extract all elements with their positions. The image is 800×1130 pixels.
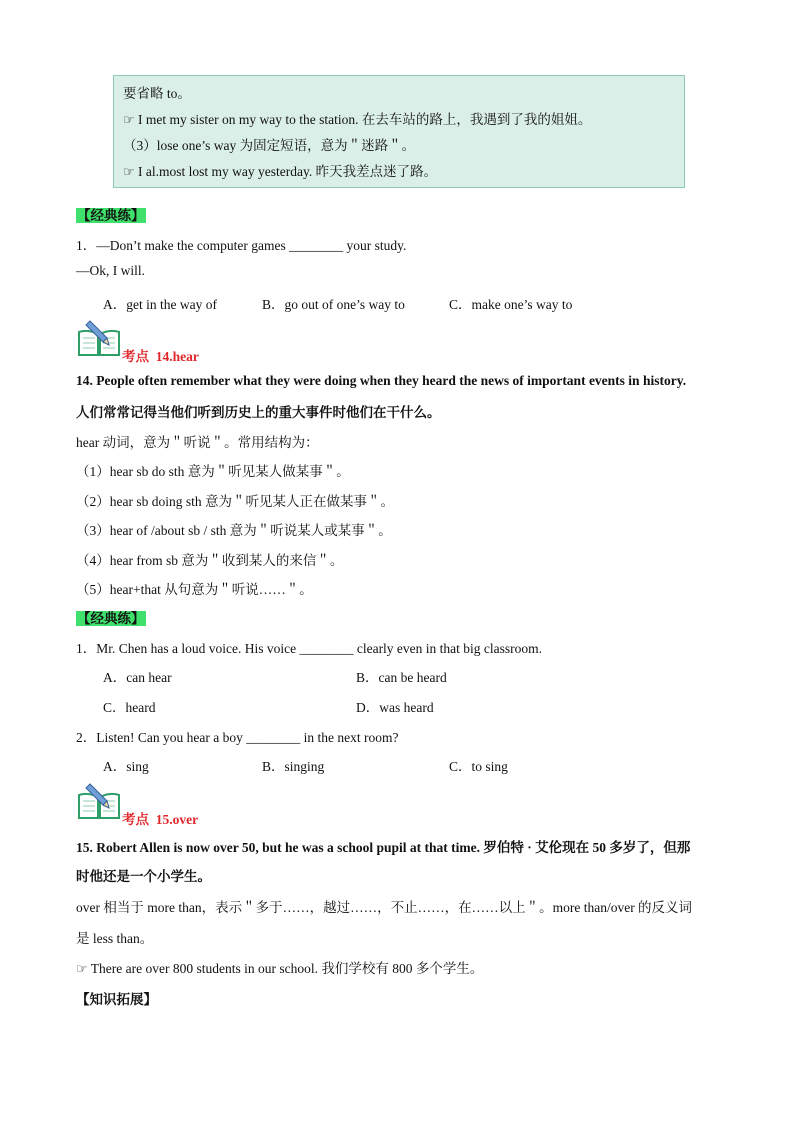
kaodian-prefix: 考点 (122, 349, 149, 364)
practice-2-question-2-stem: 2．Listen! Can you hear a boy ________ in the next room? (76, 730, 399, 745)
pointing-hand-icon: ☞ (123, 165, 135, 180)
question-1-stem: 1．—Don’t make the computer games ________ your study. (76, 238, 407, 253)
book-pencil-icon (76, 318, 122, 358)
kaodian-15-heading (122, 808, 198, 828)
section-15-sentence-line-2: 时他还是一个小学生。 (76, 869, 211, 884)
practice-heading-2 (76, 607, 146, 627)
practice-2-question-2-option-a: A．sing (103, 759, 149, 774)
pointing-hand-icon: ☞ (123, 113, 135, 128)
pointing-hand-icon: ☞ (76, 962, 88, 977)
practice-label: 【经典练】 (77, 611, 145, 626)
section-14-item-2: （2）hear sb doing sth 意为＂听见某人正在做某事＂。 (76, 494, 394, 509)
section-14-intro: hear 动词，意为＂听说＂。常用结构为： (76, 435, 319, 450)
section-15-definition-line-1: over 相当于 more than，表示＂多于……，越过……，不止……，在……以上＂。more than/over 的反义词 (76, 900, 693, 915)
question-1-reply: —Ok, I will. (76, 263, 145, 278)
tip-example-2: I al.most lost my way yesterday. 昨天我差点迷了路。 (138, 164, 438, 179)
tip-line-3: （3）lose one’s way 为固定短语，意为＂迷路＂。 (123, 138, 416, 153)
kaodian-title: 15.over (155, 812, 199, 827)
section-15-sentence-line-1: 15. Robert Allen is now over 50, but he was a school pupil at that time. 罗伯特 · 艾伦现在 50 多岁了，但那 (76, 840, 691, 855)
section-15-definition-line-2: 是 less than。 (76, 931, 154, 946)
section-14-item-5: （5）hear+that 从句意为＂听说……＂。 (76, 582, 313, 597)
practice-2-question-1-option-d: D．was heard (356, 700, 434, 715)
section-15-example-text: There are over 800 students in our school. 我们学校有 800 多个学生。 (90, 961, 484, 976)
practice-2-question-2-option-b: B．singing (262, 759, 325, 774)
section-14-item-1: （1）hear sb do sth 意为＂听见某人做某事＂。 (76, 464, 350, 479)
tip-line-1: 要省略 to。 (123, 86, 191, 101)
practice-2-question-2-option-c: C．to sing (449, 759, 508, 774)
tip-example-1: I met my sister on my way to the station. 在去车站的路上，我遇到了我的姐姐。 (138, 112, 592, 127)
practice-2-question-1-option-a: A．can hear (103, 670, 172, 685)
tip-line-2 (123, 108, 591, 128)
extension-heading: 【知识拓展】 (76, 992, 157, 1007)
question-1-option-b: B．go out of one’s way to (262, 297, 405, 312)
practice-2-question-1-option-b: B．can be heard (356, 670, 447, 685)
book-pencil-icon (76, 781, 122, 821)
kaodian-14-heading (122, 345, 199, 365)
section-14-translation: 人们常常记得当他们听到历史上的重大事件时他们在干什么。 (76, 405, 441, 420)
tip-box (113, 75, 685, 188)
kaodian-title: 14.hear (155, 349, 199, 364)
practice-heading-1 (76, 204, 146, 224)
section-15-example (76, 957, 483, 977)
practice-label: 【经典练】 (77, 208, 145, 223)
tip-line-4 (123, 160, 437, 180)
practice-2-question-1-stem: 1．Mr. Chen has a loud voice. His voice ________ clearly even in that big classroom. (76, 641, 543, 656)
practice-2-question-1-option-c: C．heard (103, 700, 156, 715)
section-14-item-4: （4）hear from sb 意为＂收到某人的来信＂。 (76, 553, 344, 568)
kaodian-prefix: 考点 (122, 812, 149, 827)
section-14-sentence: 14. People often remember what they were doing when they heard the news of important events in history. (76, 373, 687, 388)
question-1-option-c: C．make one’s way to (449, 297, 573, 312)
question-1-option-a: A．get in the way of (103, 297, 217, 312)
section-14-item-3: （3）hear of /about sb / sth 意为＂听说某人或某事＂。 (76, 523, 392, 538)
